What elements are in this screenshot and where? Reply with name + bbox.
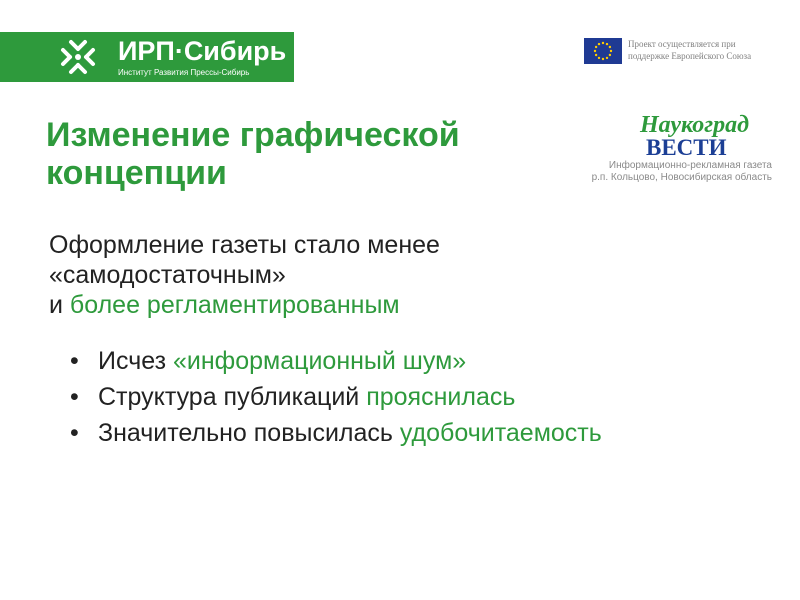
irp-logo-name: ИРП·Сибирь	[118, 36, 287, 66]
intro-line-3-prefix: и	[49, 291, 70, 319]
bullet-text: Структура публикаций	[98, 383, 367, 411]
bullet-highlight: удобочитаемость	[399, 419, 602, 447]
slide-title-line-1: Изменение графической	[46, 116, 460, 154]
newspaper-desc-line-1: Информационно-рекламная газета	[608, 160, 772, 171]
intro-line-3-highlight: более регламентированным	[69, 291, 400, 319]
bullet-marker: •	[70, 347, 79, 375]
irp-logo-band	[0, 32, 294, 82]
intro-line-2: «самодостаточным»	[49, 261, 286, 289]
eu-support-note	[628, 38, 778, 62]
intro-line-1: Оформление газеты стало менее	[49, 231, 440, 259]
bullet-text: Значительно повысилась	[98, 419, 400, 447]
naukograd-vesti-logo	[638, 110, 768, 160]
eu-note-line-2: поддержке Европейского Союза	[628, 51, 752, 61]
bullet-marker: •	[70, 419, 79, 447]
newspaper-logo-line-1: Наукоград	[640, 112, 750, 138]
slide-title-line-2: концепции	[46, 154, 227, 192]
slide-title	[46, 116, 566, 192]
eu-flag-icon	[584, 38, 622, 64]
irp-logo-subtitle: Институт Развития Прессы-Сибирь	[118, 68, 250, 77]
bullet-item	[70, 415, 790, 451]
eu-note-line-1: Проект осуществляется при	[628, 39, 736, 49]
intro-paragraph	[49, 230, 609, 320]
newspaper-logo-line-2: ВЕСТИ	[646, 135, 727, 160]
bullet-marker: •	[70, 383, 79, 411]
bullet-highlight: прояснилась	[366, 383, 516, 411]
bullet-item	[70, 343, 790, 379]
bullet-highlight: «информационный шум»	[172, 347, 467, 375]
bullet-item	[70, 379, 790, 415]
irp-emblem-icon	[56, 35, 100, 79]
intro-line-3	[49, 290, 609, 320]
bullet-text: Исчез	[98, 347, 173, 375]
newspaper-desc-line-2: р.п. Кольцово, Новосибирская область	[591, 172, 772, 183]
bullet-list	[70, 343, 790, 451]
